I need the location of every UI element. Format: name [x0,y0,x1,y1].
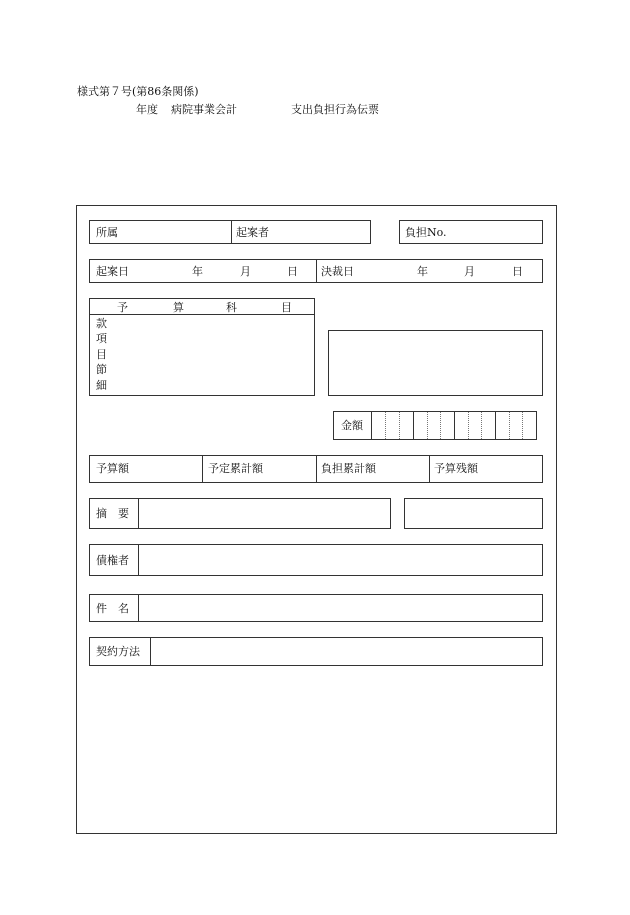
budget-heading-char: 予 [117,301,128,314]
digit-dotted-divider [385,412,386,439]
divider [316,260,317,282]
digit-dotted-divider [427,412,428,439]
digit-divider [495,412,496,439]
decision-year-char: 年 [417,265,428,278]
slip-title: 支出負担行為伝票 [291,103,379,116]
blank-box[interactable] [328,330,543,396]
drafter-field[interactable] [280,221,370,243]
draft-day-char: 日 [287,265,298,278]
fiscal-year-label: 年度 [136,103,158,116]
budget-item-moku: 目 [96,348,107,361]
creditor-label: 債権者 [96,554,129,567]
divider [90,314,314,315]
budget-amount-label: 予算額 [96,462,129,475]
budget-remaining-label: 予算残額 [434,462,478,475]
draft-month-char: 月 [240,265,251,278]
digit-dotted-divider [399,412,400,439]
decision-date-label: 決裁日 [321,265,354,278]
digit-dotted-divider [522,412,523,439]
subject-label: 件 名 [96,602,129,615]
contract-method-label: 契約方法 [96,645,140,658]
divider [202,456,203,482]
form-number: 様式第７号(第86条関係) [77,85,199,98]
decision-month-char: 月 [464,265,475,278]
digit-dotted-divider [468,412,469,439]
planned-cumulative-label: 予定累計額 [208,462,263,475]
draft-date-label: 起案日 [96,265,129,278]
affiliation-label: 所属 [96,226,118,239]
burden-cumulative-label: 負担累計額 [321,462,376,475]
divider [316,456,317,482]
amount-label: 金額 [341,419,363,432]
divider [429,456,430,482]
summary-extra-box[interactable] [404,498,543,529]
digit-dotted-divider [509,412,510,439]
decision-day-char: 日 [512,265,523,278]
budget-item-setsu: 節 [96,363,107,376]
divider [231,221,232,243]
account-name: 病院事業会計 [171,103,237,116]
budget-heading-char: 目 [281,301,292,314]
contract-method-field[interactable] [151,638,542,665]
budget-item-sai: 細 [96,379,107,392]
amount-box[interactable] [333,411,537,440]
drafter-label: 起案者 [236,226,269,239]
draft-year-char: 年 [192,265,203,278]
digit-dotted-divider [481,412,482,439]
budget-heading-char: 科 [226,301,237,314]
budget-item-kou: 項 [96,332,107,345]
subject-field[interactable] [139,595,542,621]
summary-field[interactable] [139,499,390,528]
digit-divider [413,412,414,439]
digit-dotted-divider [440,412,441,439]
creditor-field[interactable] [139,545,542,575]
digit-divider [454,412,455,439]
budget-heading-char: 算 [173,301,184,314]
summary-label: 摘 要 [96,507,129,520]
affiliation-field[interactable] [140,221,230,243]
digit-divider [371,412,372,439]
burden-no-label: 負担No. [405,226,447,239]
budget-item-kan: 款 [96,317,107,330]
